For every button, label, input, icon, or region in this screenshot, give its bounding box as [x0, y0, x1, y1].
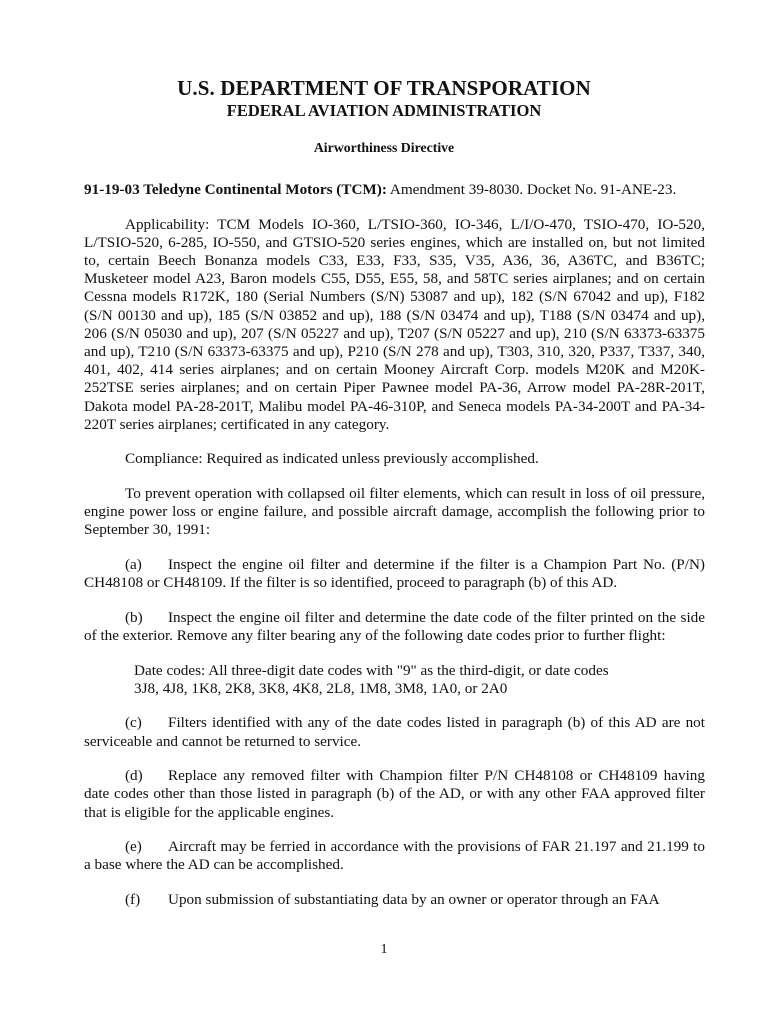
paragraph-c-text: Filters identified with any of the date codes listed in paragraph (b) of this AD are not serviceable and cannot be returned to service.: [84, 714, 705, 750]
compliance-paragraph: Compliance: Required as indicated unless previously accomplished.: [125, 450, 539, 468]
paragraph-f-label: (f): [125, 891, 141, 908]
document-body: [84, 181, 705, 926]
date-codes-line-2: 3J8, 4J8, 1K8, 2K8, 3K8, 4K8, 2L8, 1M8, 3M8, 1A0, or 2A0: [134, 679, 508, 697]
paragraph-c: [84, 714, 705, 750]
ad-heading: [84, 181, 705, 199]
paragraph-a-text: Inspect the engine oil filter and determine if the filter is a Champion Part No. (P/N) CH48108 or CH48109. If the filter is so identified, proceed to paragraph (b) of this AD.: [84, 556, 705, 592]
applicability-paragraph: Applicability: TCM Models IO-360, L/TSIO-360, IO-346, L/I/O-470, TSIO-470, IO-520, L/TSIO-520, 6-285, IO-550, and GTSIO-520 series engines, which are installed on, but not limited to, certain Beech Bonanza models C33, E33, F33, S35, V35, A36, 36, A36TC, and B36TC; Musketeer model A23, Baron models C55, D55, E55, 58, and 58TC series airplanes; and on certain Cessna models R172K, 180 (Serial Numbers (S/N) 53087 and up), 182 (S/N 67042 and up), F182 (S/N 00130 and up), 185 (S/N 03852 and up), 188 (S/N 03474 and up), T188 (S/N 03474 and up), 206 (S/N 05030 and up), 207 (S/N 05227 and up), T207 (S/N 05227 and up), 210 (S/N 63373-63375 and up), T210 (S/N 63373-63375 and up), P210 (S/N 278 and up), T303, 310, 320, P337, T337, 340, 401, 402, 414 series airplanes; and on certain Mooney Aircraft Corp. models M20K and M20K-252TSE series airplanes; and on certain Piper Pawnee model PA-36, Arrow model PA-28R-201T, Dakota model PA-28-201T, Malibu model PA-46-310P, and Seneca models PA-34-200T and PA-34-220T series airplanes; certificated in any category.: [84, 215, 705, 433]
paragraph-a: [84, 556, 705, 592]
paragraph-d-label: (d): [125, 767, 143, 785]
paragraph-d: [84, 767, 705, 822]
paragraph-b-text: Inspect the engine oil filter and determine the date code of the filter printed on the side of the exterior. Remove any filter bearing any of the following date codes prior to further flight:: [84, 608, 705, 645]
ad-amendment: Amendment 39-8030. Docket No. 91-ANE-23.: [386, 181, 677, 198]
paragraph-d-text: Replace any removed filter with Champion filter P/N CH48108 or CH48109 having date codes other than those listed in paragraph (b) of the AD, or with any other FAA approved filter that is eligible for the applicable engines.: [84, 767, 705, 821]
document-header: [0, 76, 768, 157]
agency-title: FEDERAL AVIATION ADMINISTRATION: [226, 101, 542, 120]
page-number: 1: [380, 942, 388, 957]
paragraph-f: [84, 891, 705, 909]
paragraph-f-text: Upon submission of substantiating data by an owner or operator through an FAA: [168, 891, 660, 908]
prevent-paragraph: To prevent operation with collapsed oil filter elements, which can result in loss of oil pressure, engine power loss or engine failure, and possible aircraft damage, accomplish the following prior to September 30, 1991:: [84, 485, 705, 539]
paragraph-e-text: Aircraft may be ferried in accordance with the provisions of FAR 21.197 and 21.199 to a base where the AD can be accomplished.: [84, 838, 705, 874]
document-type: Airworthiness Directive: [313, 140, 455, 155]
date-codes-block: [84, 662, 705, 698]
paragraph-a-label: (a): [125, 556, 142, 574]
ad-title: 91-19-03 Teledyne Continental Motors (TCM):: [84, 181, 387, 198]
paragraph-e-label: (e): [125, 838, 142, 856]
date-codes-line-1: Date codes: All three-digit date codes with "9" as the third-digit, or date codes: [134, 661, 609, 679]
paragraph-b-label: (b): [125, 608, 143, 626]
department-title: U.S. DEPARTMENT OF TRANSPORATION: [177, 76, 591, 100]
paragraph-b: [84, 609, 705, 645]
paragraph-e: [84, 838, 705, 874]
paragraph-c-label: (c): [125, 714, 142, 732]
